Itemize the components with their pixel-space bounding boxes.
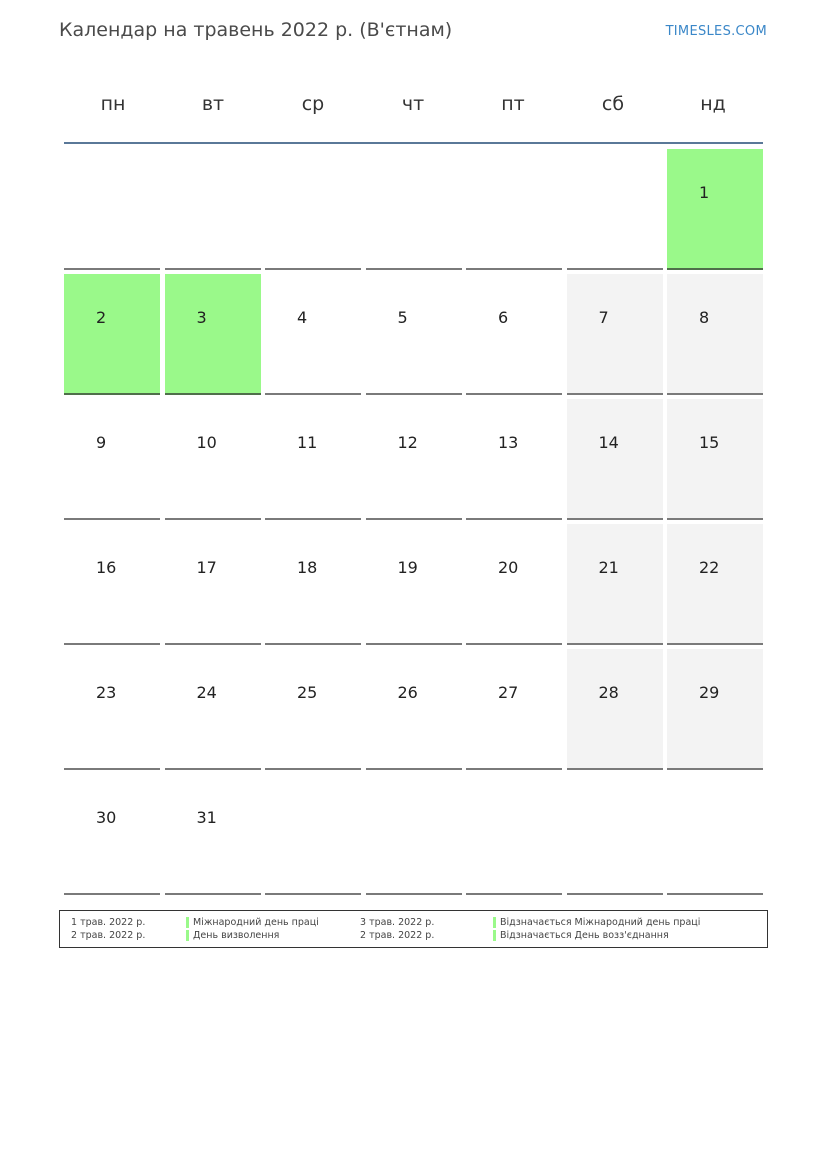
holiday-legend — [59, 910, 768, 948]
day-number: 21 — [598, 558, 619, 577]
header-divider — [64, 142, 763, 144]
day-number: 2 — [96, 308, 107, 327]
day-cell — [567, 649, 663, 770]
empty-cell — [165, 149, 261, 270]
day-cell — [64, 524, 160, 645]
day-cell — [64, 399, 160, 520]
day-cell — [265, 399, 361, 520]
day-cell — [64, 649, 160, 770]
day-number: 9 — [96, 433, 107, 452]
day-number: 25 — [297, 683, 318, 702]
legend-date: 1 трав. 2022 р. — [71, 917, 146, 928]
day-number: 23 — [96, 683, 117, 702]
day-number: 7 — [598, 308, 609, 327]
legend-holiday-name: Міжнародний день праці — [186, 917, 319, 929]
day-number: 28 — [598, 683, 619, 702]
day-cell — [165, 774, 261, 895]
day-cell — [165, 649, 261, 770]
empty-cell — [366, 774, 462, 895]
day-number: 3 — [196, 308, 207, 327]
day-number: 4 — [297, 308, 308, 327]
day-number: 15 — [699, 433, 720, 452]
day-number: 13 — [498, 433, 519, 452]
legend-date: 3 трав. 2022 р. — [360, 917, 435, 928]
day-number: 22 — [699, 558, 720, 577]
day-number: 24 — [196, 683, 217, 702]
empty-cell — [466, 149, 562, 270]
weekday-thu: чт — [401, 93, 425, 115]
empty-cell — [466, 774, 562, 895]
day-number: 1 — [699, 183, 710, 202]
day-number: 19 — [397, 558, 418, 577]
empty-cell — [667, 774, 763, 895]
legend-holiday-name: День визволення — [186, 930, 279, 942]
day-cell — [567, 399, 663, 520]
day-number: 26 — [397, 683, 418, 702]
day-number: 12 — [397, 433, 418, 452]
calendar-grid — [64, 149, 763, 895]
day-number: 31 — [196, 808, 217, 827]
day-cell — [165, 524, 261, 645]
page-title: Календар на травень 2022 р. (В'єтнам) — [59, 19, 453, 41]
day-number: 30 — [96, 808, 117, 827]
weekday-sun: нд — [700, 93, 726, 115]
day-number: 20 — [498, 558, 519, 577]
empty-cell — [265, 774, 361, 895]
day-cell — [667, 149, 763, 270]
day-cell — [265, 524, 361, 645]
day-cell — [366, 274, 462, 395]
empty-cell — [64, 149, 160, 270]
brand-link[interactable]: TIMESLES.COM — [665, 24, 767, 39]
day-number: 17 — [196, 558, 217, 577]
day-cell — [366, 649, 462, 770]
empty-cell — [366, 149, 462, 270]
legend-date: 2 трав. 2022 р. — [360, 930, 435, 941]
day-number: 10 — [196, 433, 217, 452]
day-cell — [466, 649, 562, 770]
day-cell — [265, 274, 361, 395]
day-number: 5 — [397, 308, 408, 327]
day-number: 11 — [297, 433, 318, 452]
day-cell — [64, 774, 160, 895]
weekday-tue: вт — [201, 93, 225, 115]
empty-cell — [567, 149, 663, 270]
day-number: 16 — [96, 558, 117, 577]
day-cell — [466, 274, 562, 395]
empty-cell — [265, 149, 361, 270]
day-cell — [165, 399, 261, 520]
day-cell — [567, 274, 663, 395]
day-cell — [466, 524, 562, 645]
weekday-header — [63, 91, 763, 117]
weekday-wed: ср — [301, 93, 325, 115]
day-cell — [667, 399, 763, 520]
day-number: 6 — [498, 308, 509, 327]
day-cell — [64, 274, 160, 395]
day-number: 8 — [699, 308, 710, 327]
legend-date: 2 трав. 2022 р. — [71, 930, 146, 941]
legend-holiday-name: Відзначається День возз'єднання — [493, 930, 669, 942]
legend-holiday-name: Відзначається Міжнародний день праці — [493, 917, 700, 929]
day-number: 29 — [699, 683, 720, 702]
day-cell — [165, 274, 261, 395]
day-cell — [667, 649, 763, 770]
day-cell — [265, 649, 361, 770]
day-number: 18 — [297, 558, 318, 577]
day-cell — [667, 524, 763, 645]
day-cell — [667, 274, 763, 395]
day-cell — [366, 399, 462, 520]
day-cell — [366, 524, 462, 645]
empty-cell — [567, 774, 663, 895]
day-cell — [466, 399, 562, 520]
weekday-mon: пн — [100, 93, 126, 115]
weekday-sat: сб — [601, 93, 625, 115]
day-cell — [567, 524, 663, 645]
day-number: 27 — [498, 683, 519, 702]
weekday-fri: пт — [501, 93, 525, 115]
day-number: 14 — [598, 433, 619, 452]
